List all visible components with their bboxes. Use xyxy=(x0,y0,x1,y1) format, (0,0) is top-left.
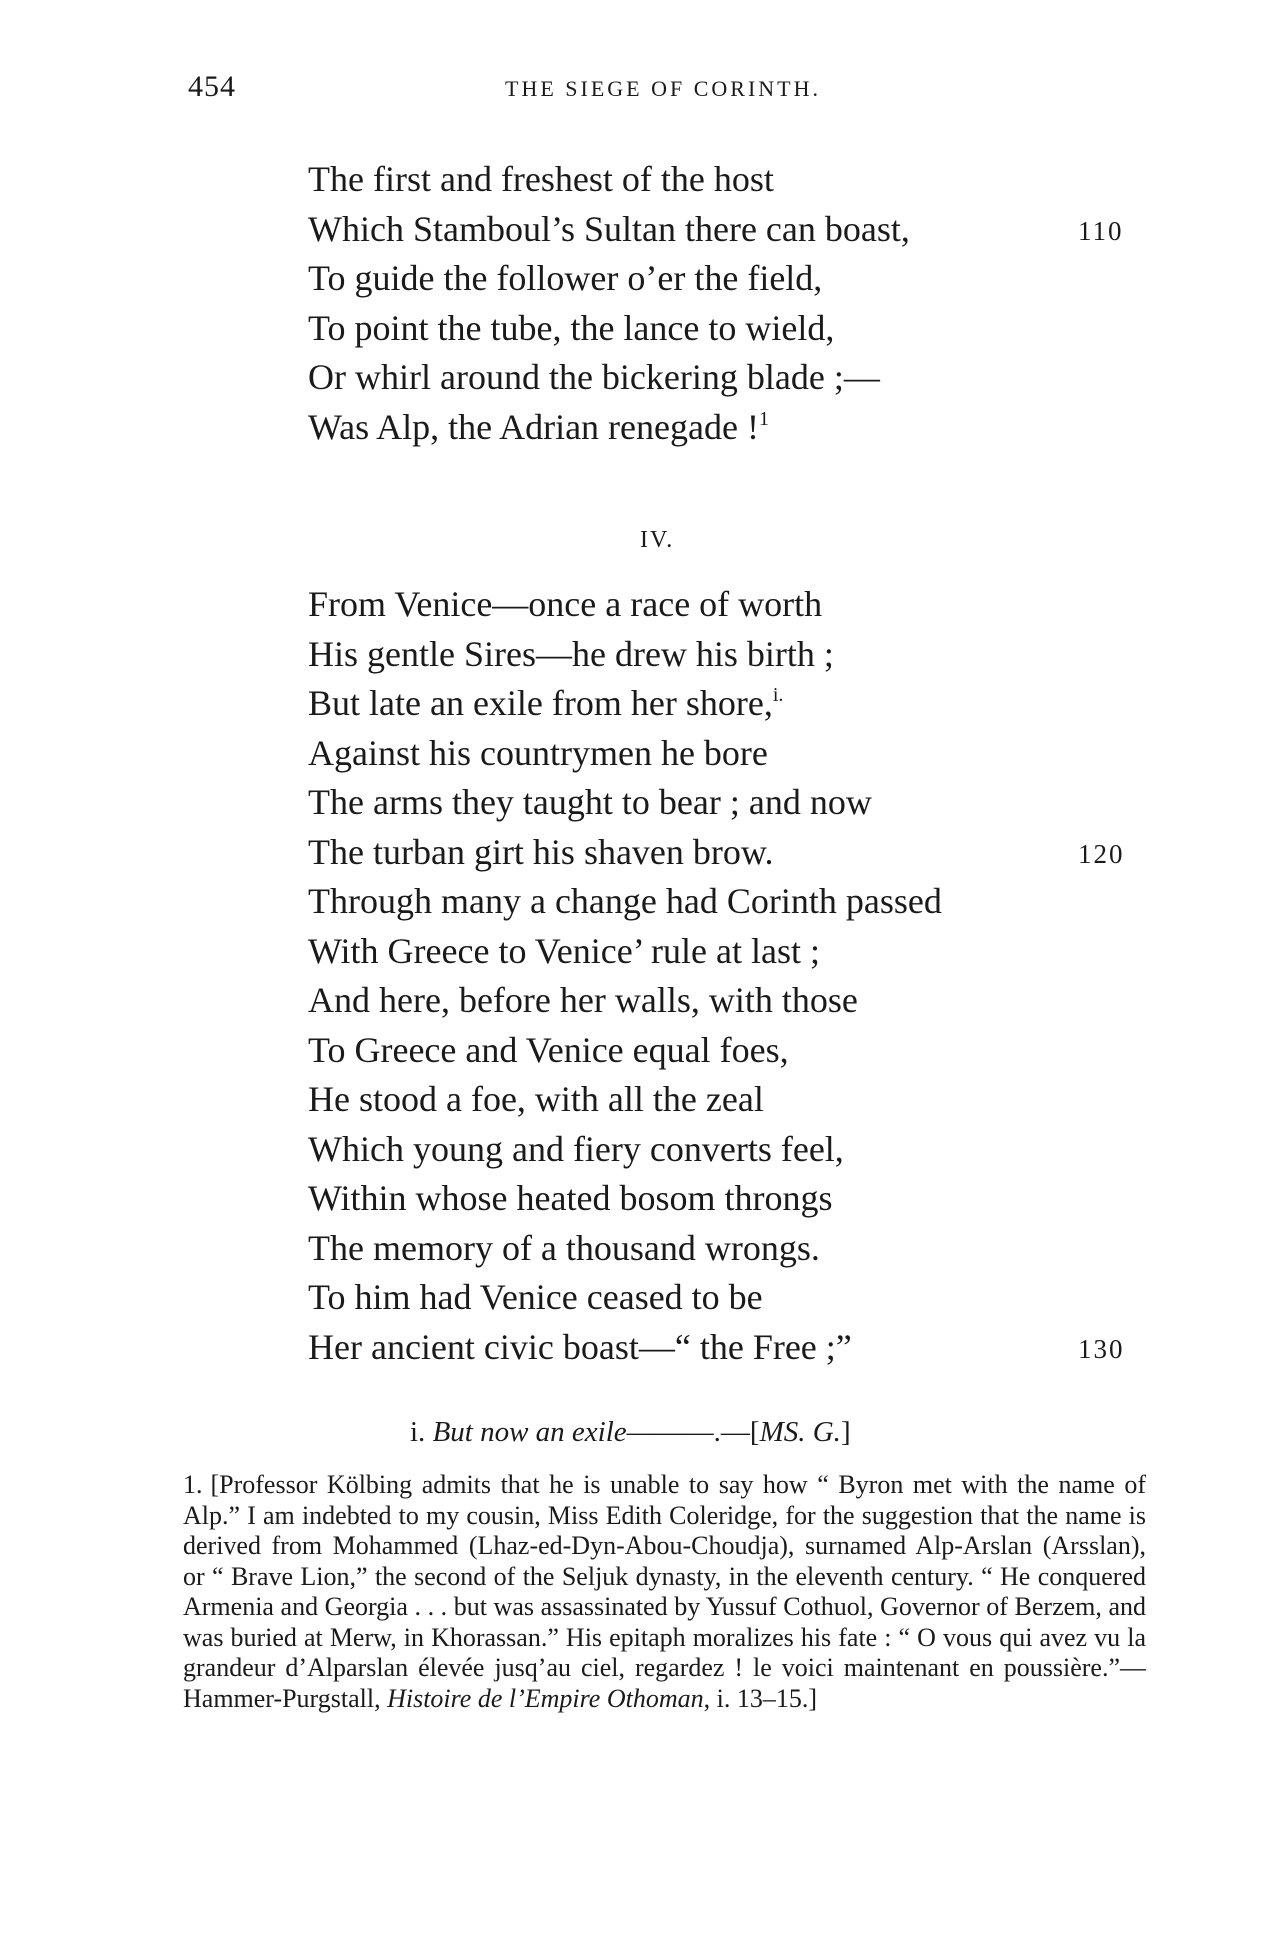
poem-line: To Greece and Venice equal foes, xyxy=(308,1029,789,1070)
footnote-marker: 1. xyxy=(183,1470,203,1499)
poem-line: Against his countrymen he bore xyxy=(308,732,768,773)
variant-reading-note xyxy=(410,1416,851,1449)
footnote-citation-title: Histoire de l’Empire Othoman xyxy=(387,1683,704,1713)
poem-line: To him had Venice ceased to be xyxy=(308,1277,763,1317)
variant-note-source: MS. G. xyxy=(759,1416,841,1448)
poem-line: Which young and fiery converts feel, xyxy=(308,1128,844,1169)
line-number-110: 110 xyxy=(1078,215,1124,246)
poem-line: Was Alp, the Adrian renegade !$^1$ xyxy=(308,406,769,447)
poem-line: Through many a change had Corinth passed xyxy=(308,881,942,921)
poem-line: He stood a foe, with all the zeal xyxy=(308,1079,764,1119)
poem-line: Within whose heated bosom throngs xyxy=(308,1178,833,1218)
footnote-body: [Professor Kölbing admits that he is unable to say how “ Byron met with the name of Alp.” I am indebted to my cousin, Miss Edith Coleridge, for the suggestion that the name is derived from Mohammed (Lhaz-ed-Dyn-Abou-Choudja), surnamed Alp-Arslan (Arsslan), or “ Brave Lion,” the second of the Seljuk dynasty, in the eleventh century. “ He conquered Armenia and Georgia . . . but was assassinated by Yussuf Cothuol, Governor of Berzem, and was buried at Merw, in Khorassan.” His epitaph moralizes his fate : “ O vous qui avez vu la grandeur d’Alparslan élevée jusq’au ciel, regardez ! le voici maintenant en poussière.”—Hammer-Purgstall, xyxy=(183,1470,1146,1713)
poem-line: His gentle Sires—he drew his birth ; xyxy=(308,633,834,674)
poem-line: And here, before her walls, with those xyxy=(308,980,858,1020)
poem-line: The first and freshest of the host xyxy=(308,159,774,199)
poem-line: Or whirl around the bickering blade ;— xyxy=(308,357,880,397)
variant-note-dash: ———.—[ xyxy=(626,1416,760,1448)
poem-line: To guide the follower o’er the field, xyxy=(308,258,823,298)
poem-line: But late an exile from her shore,$^{i.}$ xyxy=(308,683,784,723)
running-title: THE SIEGE OF CORINTH. xyxy=(505,76,821,101)
poem-line: The memory of a thousand wrongs. xyxy=(308,1227,820,1268)
page-number: 454 xyxy=(188,70,236,103)
variant-note-text: But now an exile xyxy=(432,1416,627,1448)
poem-line: To point the tube, the lance to wield, xyxy=(308,307,835,348)
poem-line: The turban girt his shaven brow. 120 xyxy=(308,828,1168,878)
footnote-reference: 1 xyxy=(758,407,769,430)
poem-line: With Greece to Venice’ rule at last ; xyxy=(308,930,820,971)
stanza-iii-ending xyxy=(308,155,1168,452)
line-number-120: 120 xyxy=(1078,838,1125,869)
poem-line: The arms they taught to bear ; and now xyxy=(308,782,872,822)
variant-note-close: ] xyxy=(840,1416,851,1448)
section-number: IV. xyxy=(640,527,675,553)
poem-line: Her ancient civic boast—“ the Free ;” 130 xyxy=(308,1323,1168,1373)
poem-line: From Venice—once a race of worth xyxy=(308,584,823,624)
stanza-iv xyxy=(308,580,1168,1372)
variant-note-marker: i. xyxy=(410,1416,426,1448)
line-number-130: 130 xyxy=(1078,1333,1125,1364)
variant-reference: i. xyxy=(772,684,784,706)
running-header xyxy=(188,70,1138,120)
footnote-citation-tail: , i. 13–15.] xyxy=(703,1683,818,1713)
poem-line: Which Stamboul’s Sultan there can boast, 110 xyxy=(308,205,1168,255)
footnote xyxy=(183,1470,1146,1714)
